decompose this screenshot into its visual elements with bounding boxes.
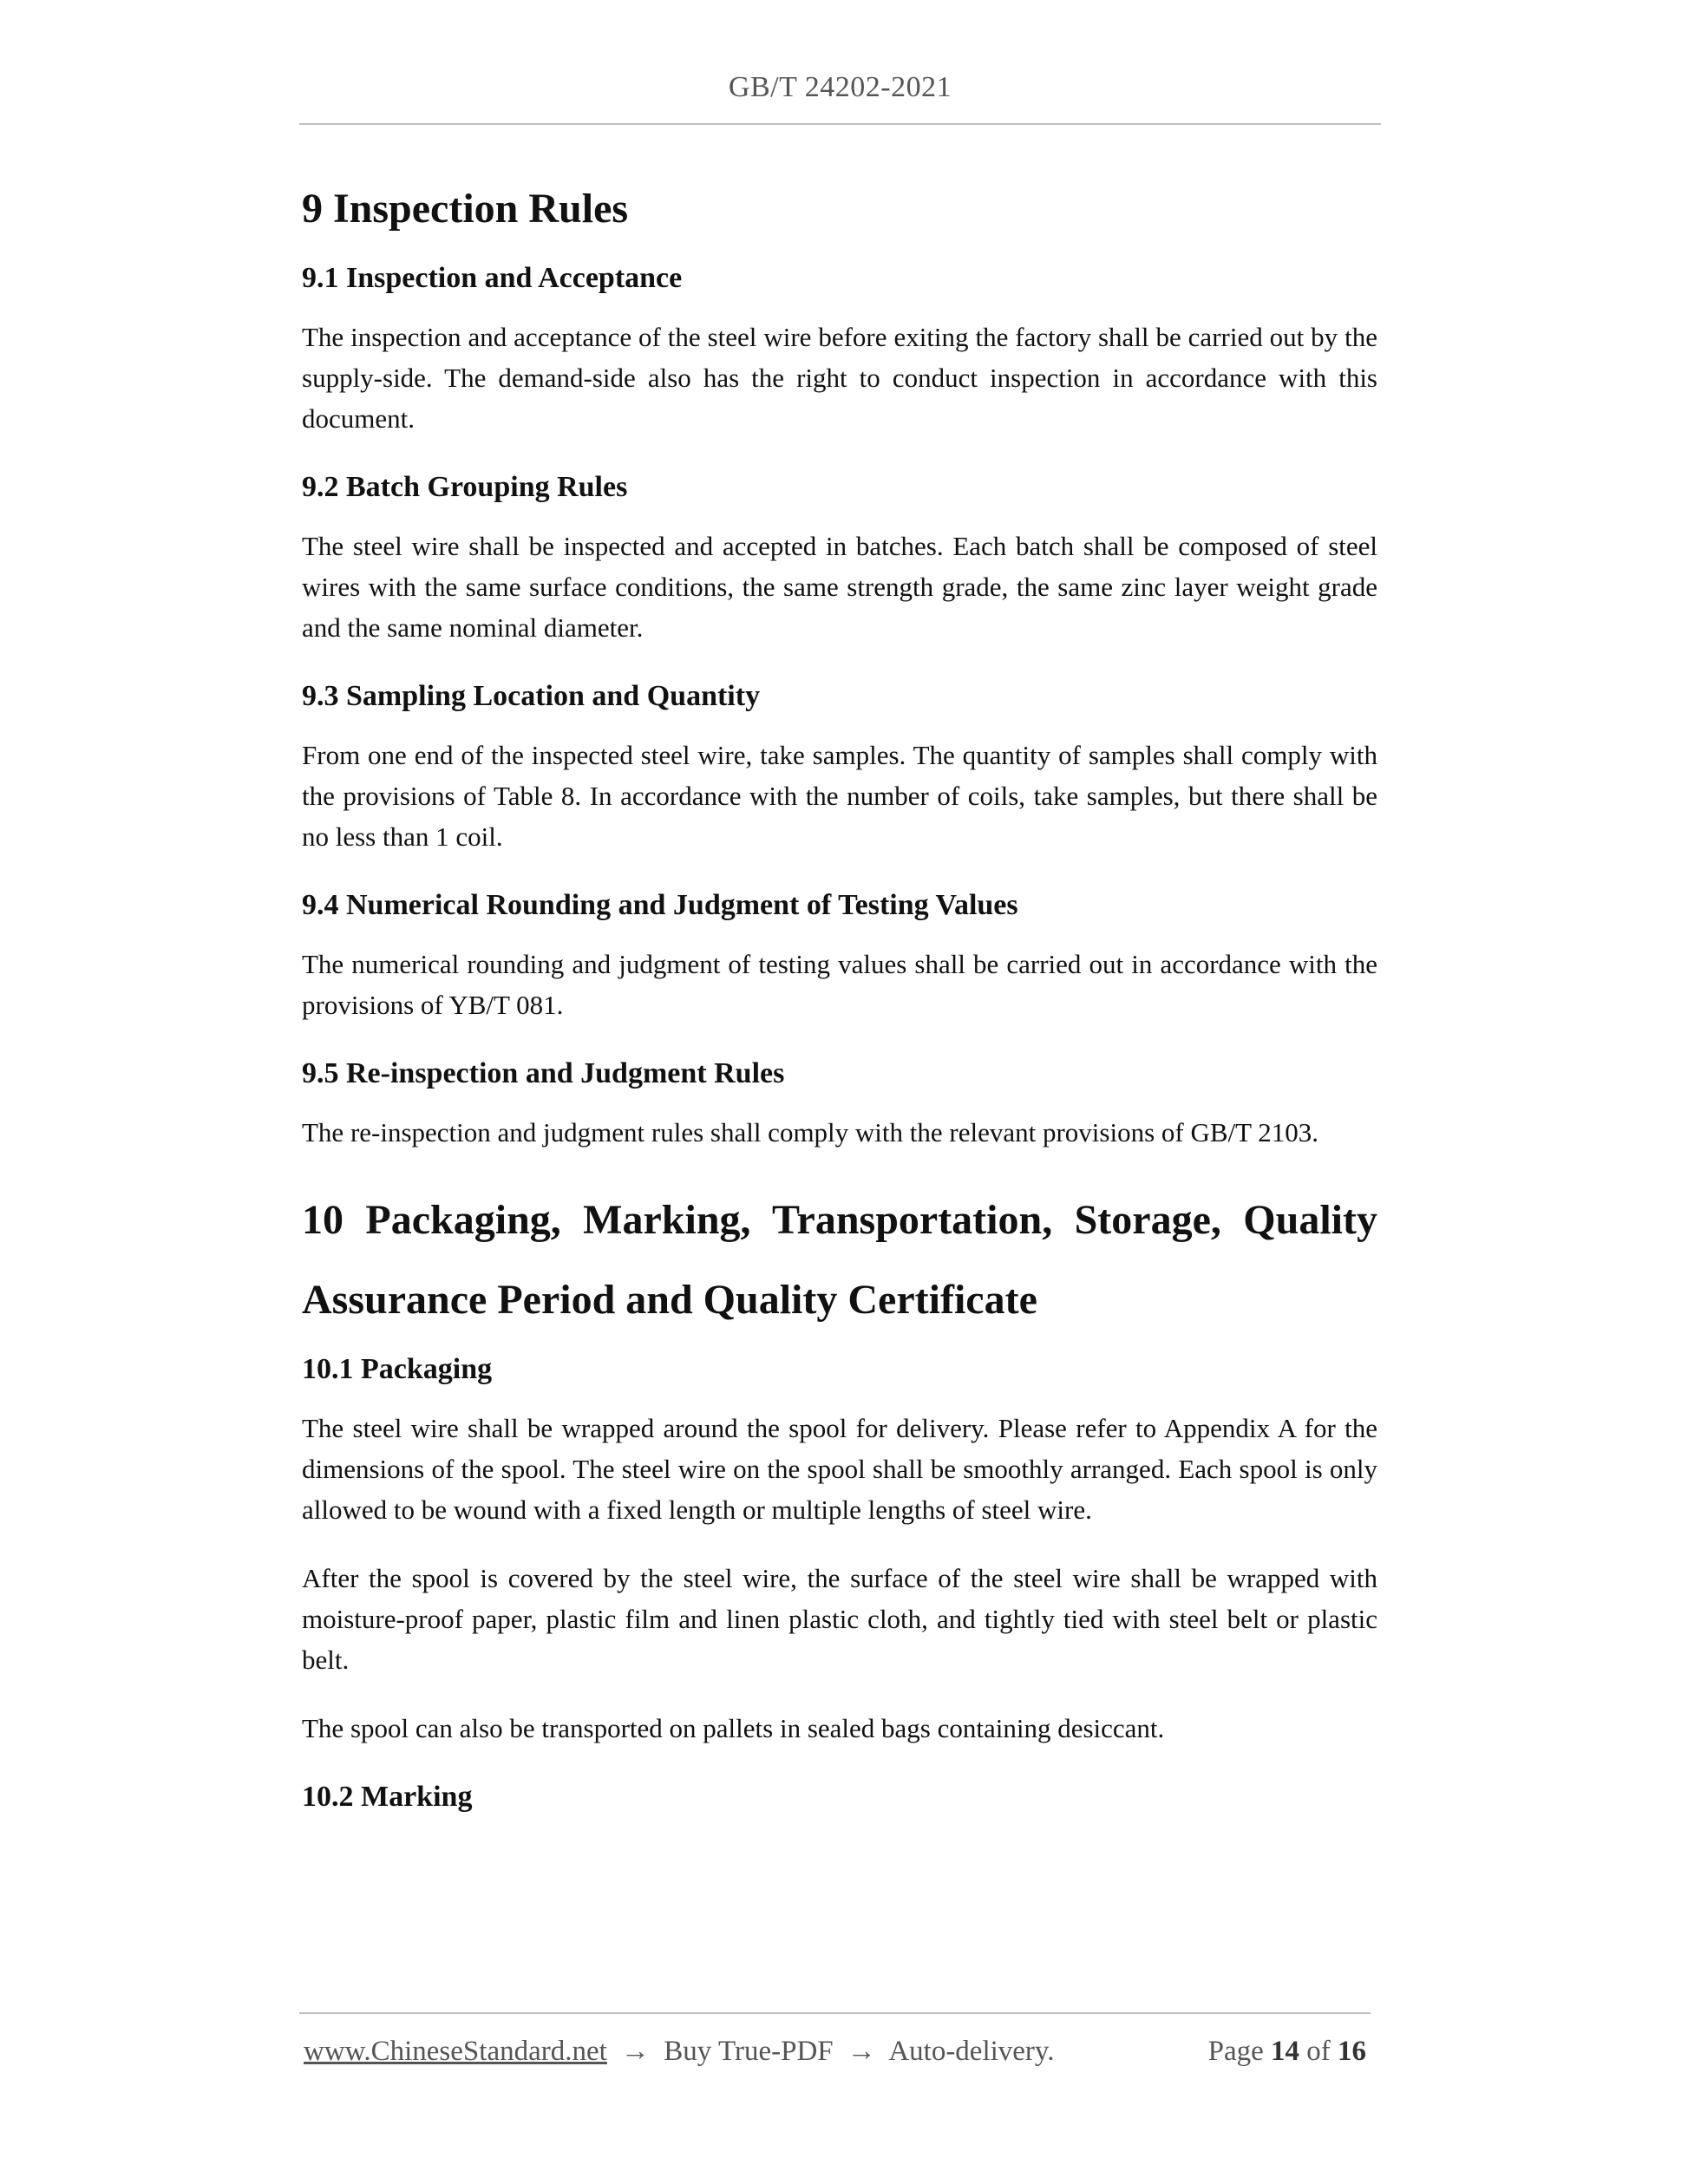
section-9-4-paragraph: The numerical rounding and judgment of testing values shall be carried out in accordance with the provisions of YB/T 081. — [302, 949, 1377, 1020]
section-10-heading: 10 Packaging, Marking, Transportation, Storage, Quality Assurance Period and Quality Certificate — [302, 1197, 1377, 1323]
section-9-4-heading: 9.4 Numerical Rounding and Judgment of Testing Values — [302, 889, 1018, 921]
section-10-1-heading: 10.1 Packaging — [302, 1353, 493, 1385]
section-9-3-paragraph: From one end of the inspected steel wire, take samples. The quantity of samples shall comply with the provisions of Table 8. In accordance with the number of coils, take samples, but there shall be no less than 1 coil. — [302, 740, 1377, 852]
section-9-1-paragraph: The inspection and acceptance of the steel wire before exiting the factory shall be carried out by the supply-side. The demand-side also has the right to conduct inspection in accordance with this document. — [302, 322, 1377, 434]
section-9-heading: 9 Inspection Rules — [302, 186, 629, 232]
footer-divider — [299, 2012, 1371, 2014]
current-page-number: 14 — [1271, 2036, 1299, 2067]
footer-promo — [304, 2036, 1055, 2068]
section-9-3-heading: 9.3 Sampling Location and Quantity — [302, 680, 761, 712]
section-10-1-paragraph-2: After the spool is covered by the steel wire, the surface of the steel wire shall be wrapped with moisture-proof paper, plastic film and linen plastic cloth, and tightly tied with steel belt or plastic belt. — [302, 1563, 1377, 1675]
auto-delivery-text: Auto-delivery. — [888, 2036, 1055, 2067]
section-9-1-heading: 9.1 Inspection and Acceptance — [302, 262, 683, 294]
page-label: Page — [1207, 2036, 1264, 2067]
section-9-5-heading: 9.5 Re-inspection and Judgment Rules — [302, 1057, 785, 1089]
section-9-2-heading: 9.2 Batch Grouping Rules — [302, 471, 628, 503]
page-indicator — [1208, 2036, 1366, 2068]
section-10-1-paragraph-1: The steel wire shall be wrapped around the spool for delivery. Please refer to Appendix A for the dimensions of the spool. The steel wire on the spool shall be smoothly arranged. Each spool is only allowed to be wound with a fixed length or multiple lengths of steel wire. — [302, 1413, 1377, 1525]
section-10-1-paragraph-3: The spool can also be transported on pallets in sealed bags containing desiccant. — [302, 1713, 1165, 1743]
page-footer — [304, 2036, 1366, 2074]
total-pages-number: 16 — [1338, 2036, 1366, 2067]
page-header — [299, 61, 1381, 125]
buy-pdf-text: Buy True-PDF — [664, 2036, 834, 2067]
section-9-5-paragraph: The re-inspection and judgment rules shall comply with the relevant provisions of GB/T 2103. — [302, 1117, 1319, 1148]
section-9-2-paragraph: The steel wire shall be inspected and accepted in batches. Each batch shall be composed of steel wires with the same surface conditions, the same strength grade, the same zinc layer weight grade and the same nominal diameter. — [302, 531, 1377, 643]
arrow-right-icon: → — [847, 2036, 876, 2067]
arrow-right-icon: → — [621, 2036, 651, 2067]
website-link[interactable]: www.ChineseStandard.net — [304, 2036, 607, 2067]
document-body — [302, 169, 1377, 1835]
section-10-2-heading: 10.2 Marking — [302, 1781, 473, 1813]
of-label: of — [1306, 2036, 1331, 2067]
document-id: GB/T 24202-2021 — [728, 71, 952, 103]
